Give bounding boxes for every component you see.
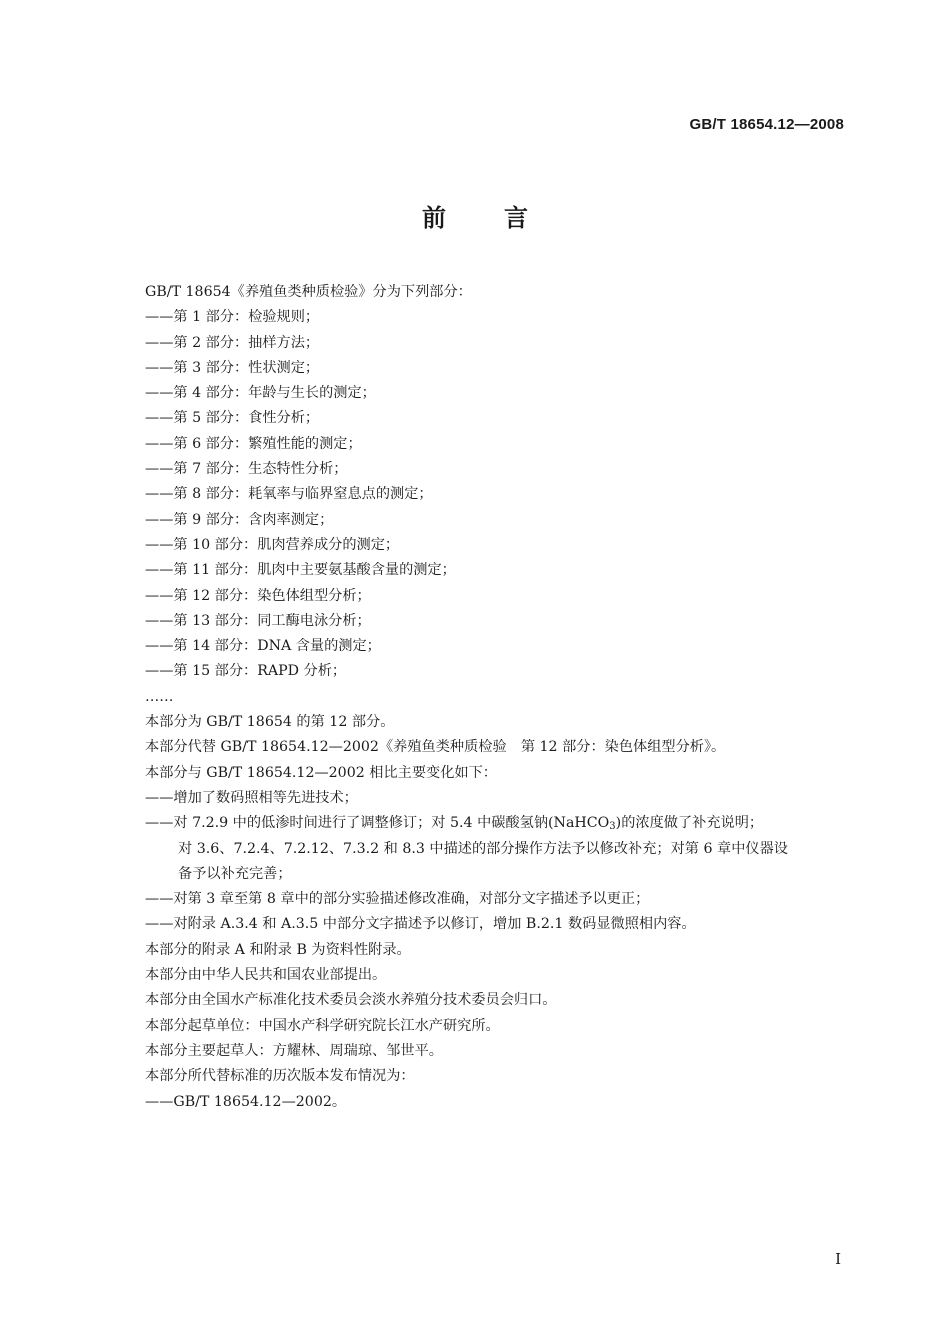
proposed-statement: 本部分由中华人民共和国农业部提出。 — [145, 967, 387, 984]
part-item: ——第 6 部分：繁殖性能的测定； — [145, 435, 362, 452]
centralized-statement: 本部分由全国水产标准化技术委员会淡水养殖分技术委员会归口。 — [145, 992, 557, 1009]
part-item: ——第 4 部分：年龄与生长的测定； — [145, 385, 376, 402]
part-item: ——第 12 部分：染色体组型分析； — [145, 587, 371, 604]
ellipsis: …… — [145, 688, 174, 705]
change-continuation: 对 3.6、7.2.4、7.2.12、7.3.2 和 8.3 中描述的部分操作方法予以修改补充；对第 6 章中仪器设 — [178, 840, 788, 857]
part-item: ——第 11 部分：肌肉中主要氨基酸含量的测定； — [145, 562, 456, 579]
annex-statement: 本部分的附录 A 和附录 B 为资料性附录。 — [145, 941, 411, 958]
change-text: ——对 7.2.9 中的低渗时间进行了调整修订；对 5.4 中碳酸氢钠(NaHCO — [145, 815, 610, 832]
change-item: ——增加了数码照相等先进技术； — [145, 789, 358, 806]
intro-line: GB/T 18654《养殖鱼类种质检验》分为下列部分： — [145, 284, 472, 300]
standard-code: GB/T 18654.12—2008 — [689, 116, 844, 133]
change-text: )的浓度做了补充说明； — [615, 815, 764, 832]
drafting-unit: 本部分起草单位：中国水产科学研究院长江水产研究所。 — [145, 1017, 500, 1034]
foreword-body — [145, 280, 855, 1115]
statement-part: 本部分为 GB/T 18654 的第 12 部分。 — [145, 714, 395, 731]
change-item — [145, 811, 855, 836]
part-item: ——第 2 部分：抽样方法； — [145, 334, 320, 351]
history-intro: 本部分所代替标准的历次版本发布情况为： — [145, 1068, 415, 1085]
part-item: ——第 9 部分：含肉率测定； — [145, 511, 334, 528]
drafters: 本部分主要起草人：方耀林、周瑞琼、邹世平。 — [145, 1042, 443, 1059]
part-item: ——第 10 部分：肌肉营养成分的测定； — [145, 536, 400, 553]
statement-changes: 本部分与 GB/T 18654.12—2002 相比主要变化如下： — [145, 764, 497, 781]
part-item: ——第 1 部分：检验规则； — [145, 309, 320, 326]
subscript: 3 — [609, 821, 616, 833]
part-item: ——第 3 部分：性状测定； — [145, 359, 320, 376]
history-item: ——GB/T 18654.12—2002。 — [145, 1093, 347, 1110]
change-item: ——对第 3 章至第 8 章中的部分实验描述修改准确，对部分文字描述予以更正； — [145, 891, 650, 908]
page-number: I — [835, 1250, 841, 1268]
part-item: ——第 14 部分：DNA 含量的测定； — [145, 638, 381, 655]
part-item: ——第 15 部分：RAPD 分析； — [145, 663, 347, 680]
page-title: 前言 — [422, 204, 586, 232]
part-item: ——第 8 部分：耗氧率与临界窒息点的测定； — [145, 486, 433, 503]
part-item: ——第 5 部分：食性分析； — [145, 410, 320, 427]
change-item: ——对附录 A.3.4 和 A.3.5 中部分文字描述予以修订，增加 B.2.1 数码显微照相内容。 — [145, 916, 696, 933]
change-continuation: 备予以补充完善； — [178, 865, 292, 882]
part-item: ——第 13 部分：同工酶电泳分析； — [145, 612, 371, 629]
part-item: ——第 7 部分：生态特性分析； — [145, 461, 348, 478]
statement-replace: 本部分代替 GB/T 18654.12—2002《养殖鱼类种质检验 第 12 部分：染色体组型分析》。 — [145, 739, 726, 756]
